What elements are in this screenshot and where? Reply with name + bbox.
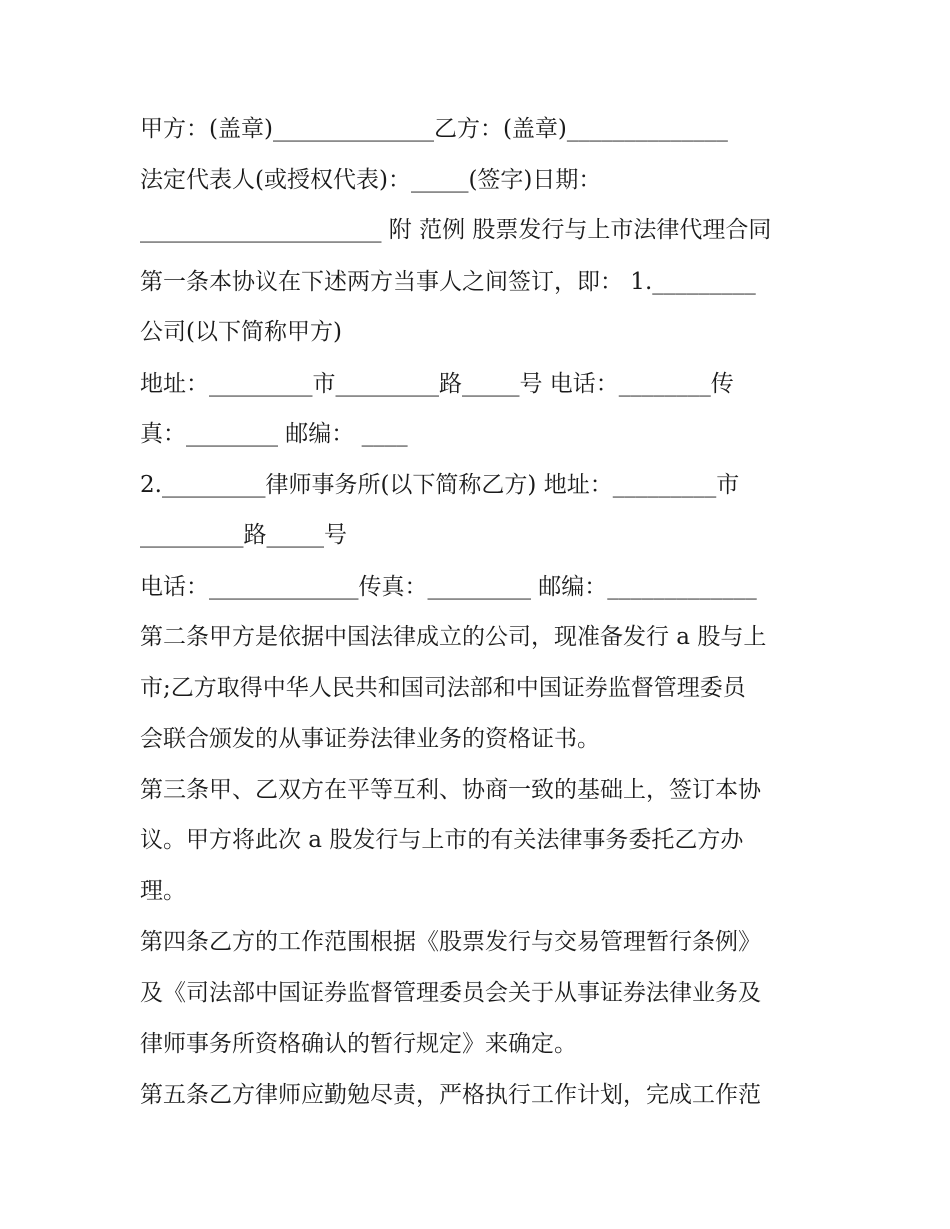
article-2-line-1: 第二条甲方是依据中国法律成立的公司，现准备发行 a 股与上 bbox=[140, 624, 767, 650]
article-1-line-7: 电话：_____________传真：_________ 邮编：_____________ bbox=[140, 574, 757, 600]
article-3-line-2: 议。甲方将此次 a 股发行与上市的有关法律事务委托乙方办 bbox=[140, 827, 744, 853]
article-4-line-3: 律师事务所资格确认的暂行规定》来确定。 bbox=[140, 1031, 577, 1057]
article-5-line-1: 第五条乙方律师应勤勉尽责，严格执行工作计划，完成工作范 bbox=[140, 1082, 761, 1108]
article-1-line-1: 第一条本协议在下述两方当事人之间签订，即： 1._________ bbox=[140, 269, 756, 295]
article-2-line-2: 市;乙方取得中华人民共和国司法部和中国证券监督管理委员 bbox=[140, 675, 746, 701]
article-1-line-3: 地址：_________市_________路_____号 电话：________传 bbox=[140, 371, 734, 397]
article-2-line-3: 会联合颁发的从事证券法律业务的资格证书。 bbox=[140, 726, 600, 752]
signature-line-parties: 甲方：(盖章)______________乙方：(盖章)______________ bbox=[140, 116, 728, 142]
article-1-line-2: 公司(以下简称甲方) bbox=[140, 319, 342, 345]
article-4-line-1: 第四条乙方的工作范围根据《股票发行与交易管理暂行条例》 bbox=[140, 929, 761, 955]
article-3-line-3: 理。 bbox=[140, 878, 186, 904]
signature-line-representative: 法定代表人(或授权代表)：_____(签字)日期： bbox=[140, 167, 602, 193]
article-1-line-4: 真：________ 邮编： ____ bbox=[140, 421, 408, 447]
contract-title-line: _____________________ 附 范例 股票发行与上市法律代理合同 bbox=[140, 217, 772, 243]
article-1-line-6: _________路_____号 bbox=[140, 522, 347, 548]
article-1-line-5: 2._________律师事务所(以下简称乙方) 地址：_________市 bbox=[140, 472, 740, 498]
article-4-line-2: 及《司法部中国证券监督管理委员会关于从事证券法律业务及 bbox=[140, 980, 761, 1006]
article-3-line-1: 第三条甲、乙双方在平等互利、协商一致的基础上，签订本协 bbox=[140, 777, 761, 803]
